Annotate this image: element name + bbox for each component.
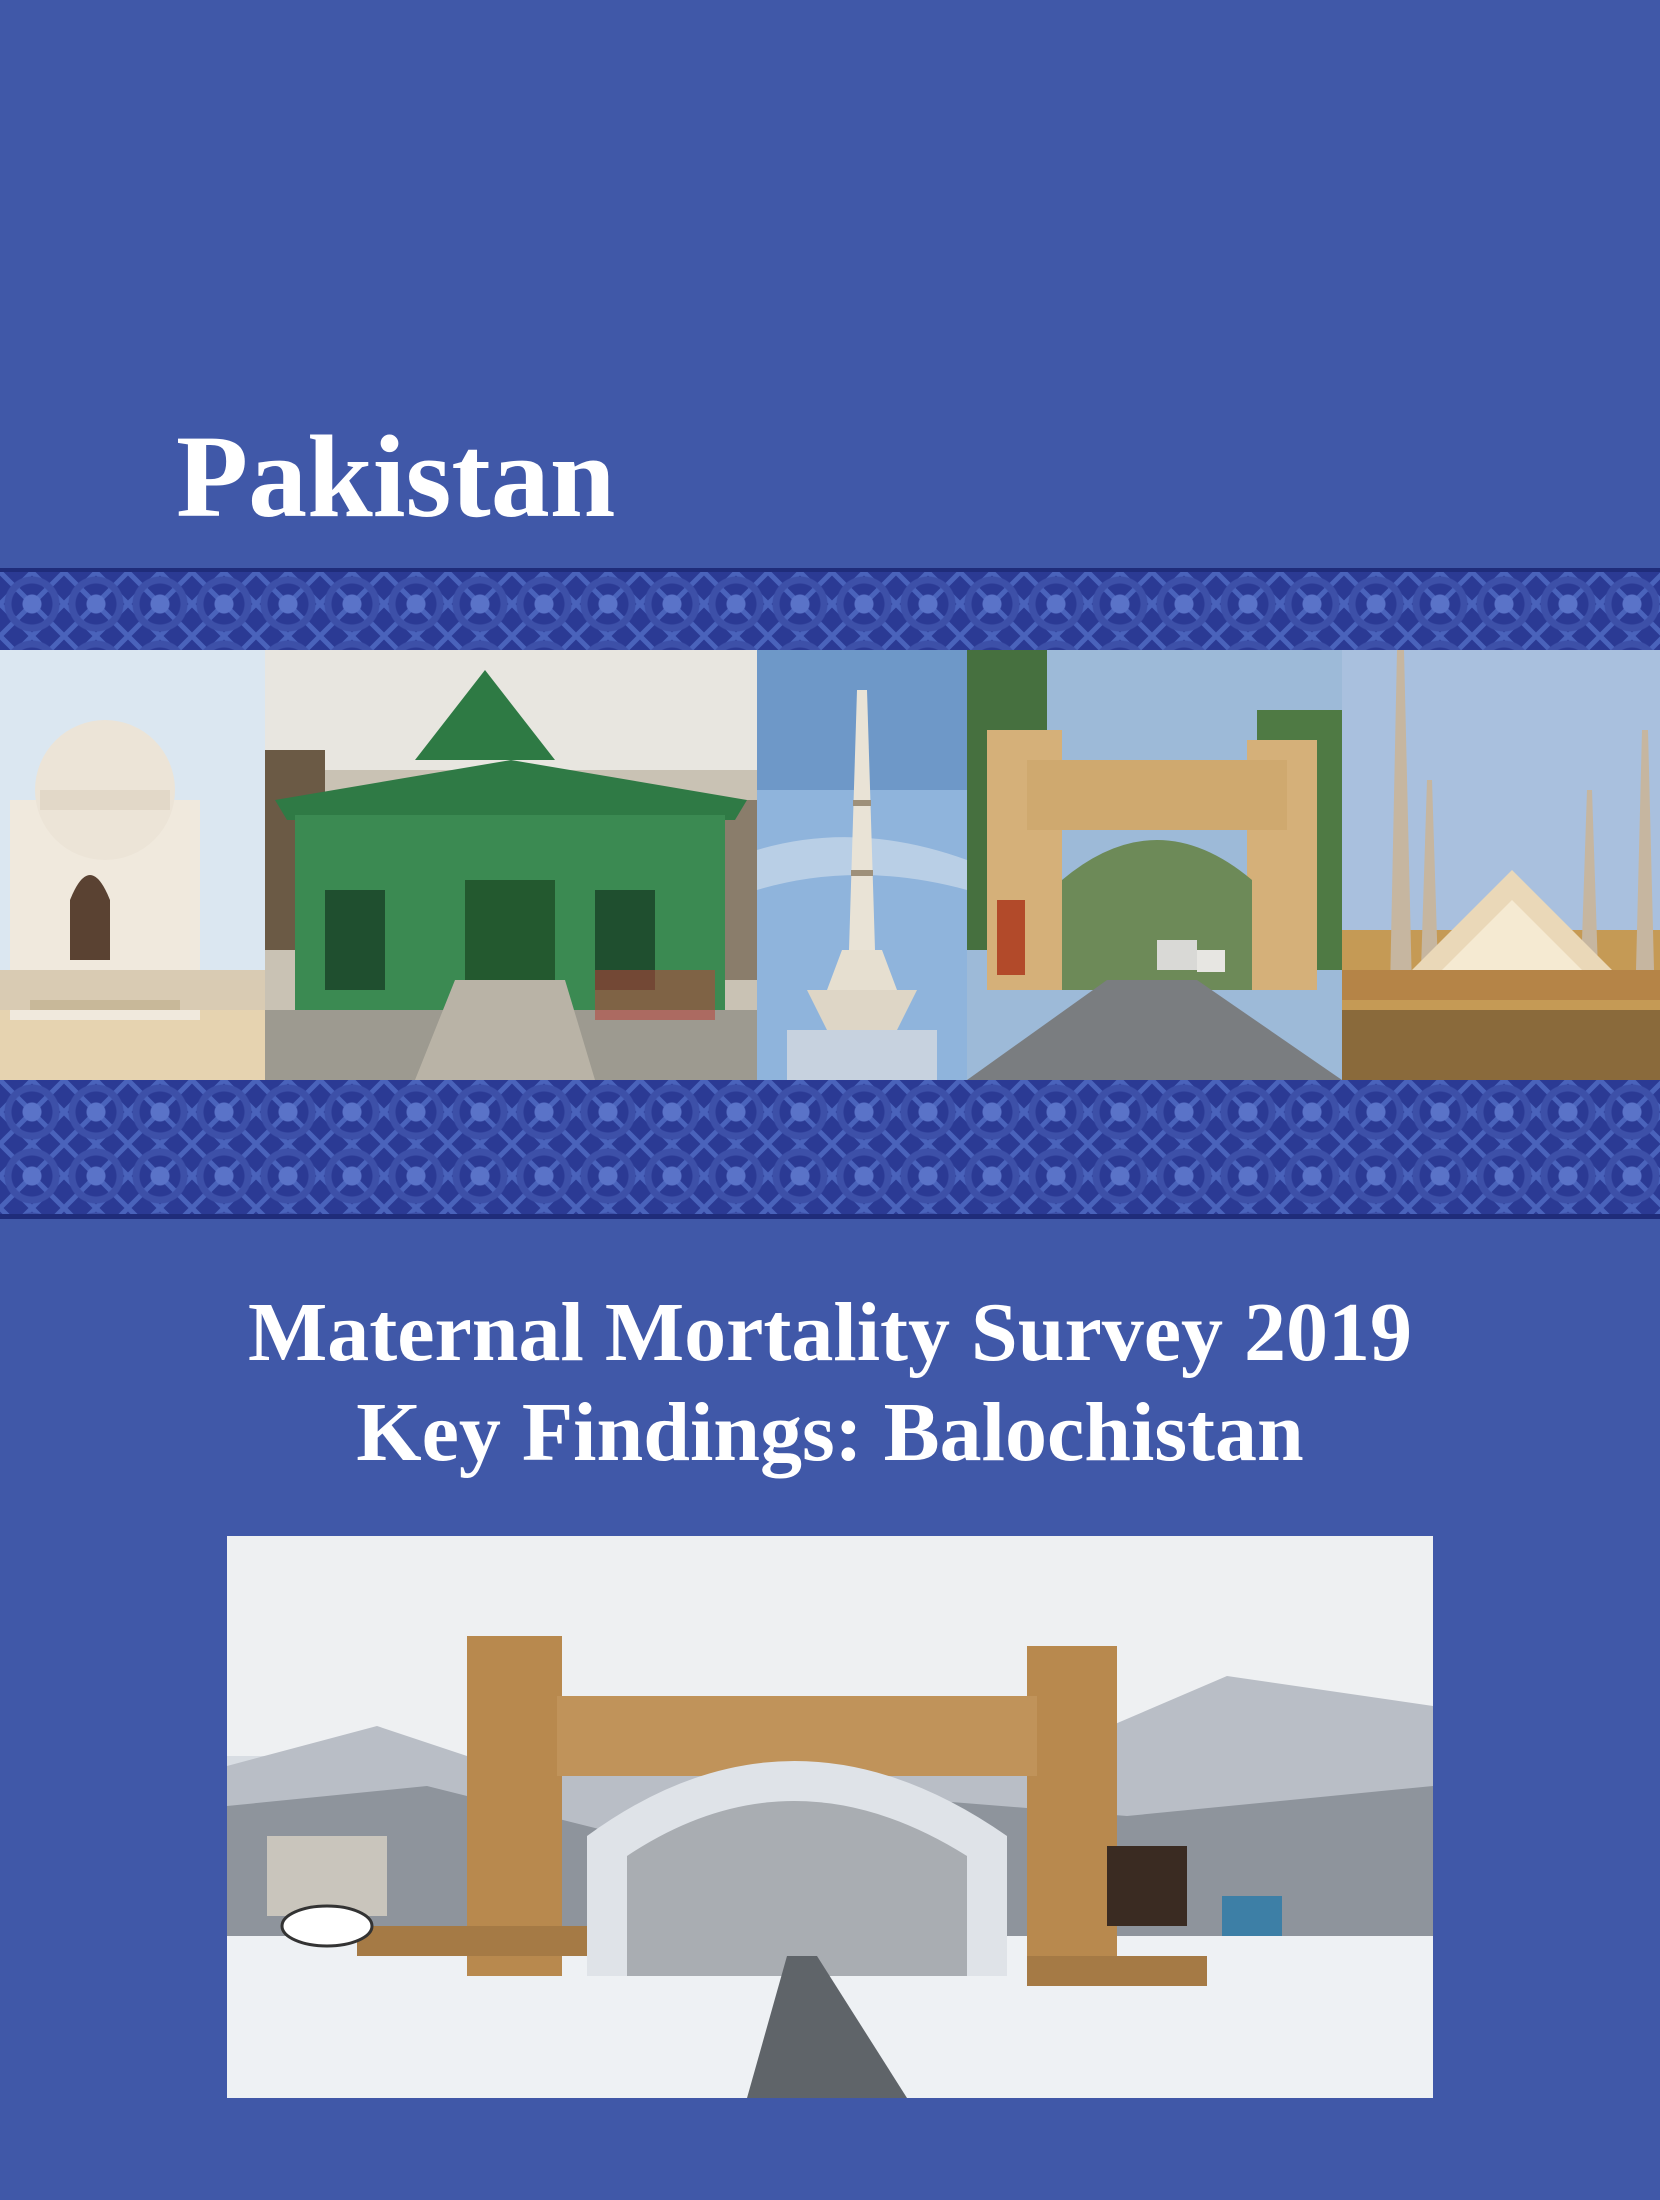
country-title: Pakistan xyxy=(176,411,616,542)
gate-photo xyxy=(967,650,1342,1080)
residency-photo xyxy=(265,650,757,1080)
report-title-line1: Maternal Mortality Survey 2019 xyxy=(247,1286,1413,1379)
landmark-photo-strip xyxy=(0,650,1660,1080)
report-title xyxy=(0,1283,1660,1483)
tomb-photo xyxy=(0,650,265,1080)
report-title-line2: Key Findings: Balochistan xyxy=(356,1386,1304,1479)
pattern-band-bottom xyxy=(0,1080,1660,1219)
minar-photo xyxy=(757,650,967,1080)
snow-gate-photo xyxy=(227,1536,1433,2098)
mosque-photo xyxy=(1342,650,1660,1080)
pattern-band-top xyxy=(0,568,1660,654)
